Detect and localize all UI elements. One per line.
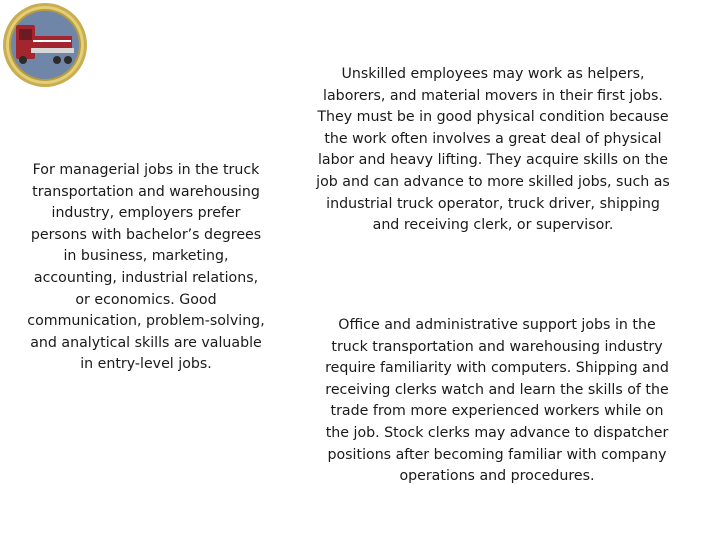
office-support-jobs-paragraph: Office and administrative support jobs in the truck transportation and warehousing industry require familiarity with computers. Shipping and receiving clerks watch and learn the skills of the trade from more experienced workers while on the job. Stock clerks may advance to dispatcher positions after becoming familiar with company operations and procedures. (325, 317, 669, 485)
managerial-jobs-paragraph: For managerial jobs in the truck transportation and warehousing industry, employers prefer persons with bachelor’s degrees in business, marketing, accounting, industrial relations, or economics. Good communication, problem-solving, and analytical skills are valuable in entry-level jobs. (27, 162, 265, 373)
merit-badge-truck-icon (2, 2, 88, 88)
badge-graphic (2, 2, 88, 88)
unskilled-employees-paragraph: Unskilled employees may work as helpers, laborers, and material movers in their first jobs. They must be in good physical condition because the work often involves a great deal of physical labor and heavy lifting. They acquire skills on the job and can advance to more skilled jobs, such as industrial truck operator, truck driver, shipping and receiving clerk, or supervisor. (316, 66, 670, 234)
